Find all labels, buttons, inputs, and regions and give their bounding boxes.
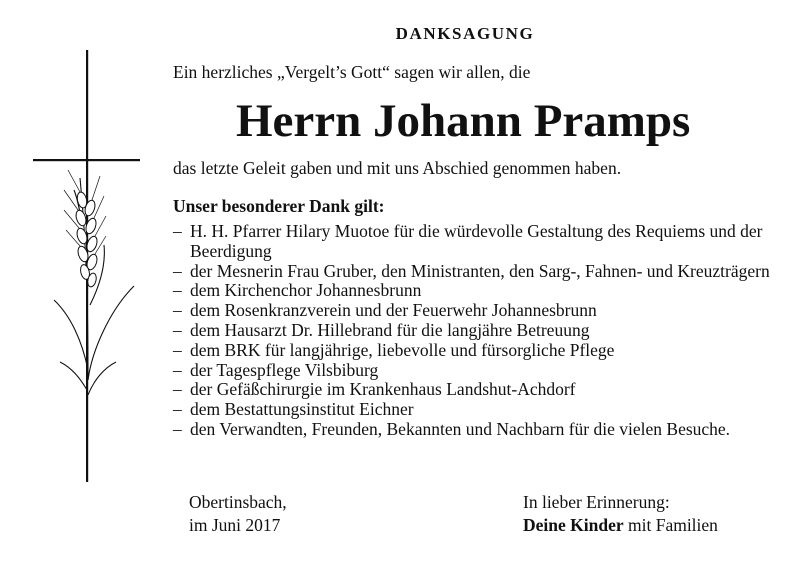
family-children: Deine Kinder [523, 515, 624, 535]
list-dash: – [173, 260, 182, 281]
list-item [173, 420, 773, 440]
thanks-heading: Unser besonderer Dank gilt: [173, 196, 385, 216]
list-dash: – [173, 339, 182, 360]
list-item-text: der Gefäßchirurgie im Krankenhaus Landshut-Achdorf [190, 379, 576, 400]
list-item-text: den Verwandten, Freunden, Bekannten und Nachbarn für die vielen Besuche. [190, 418, 731, 439]
list-item [173, 341, 773, 361]
list-item-text: dem Rosenkranzverein und der Feuerwehr Johannesbrunn [190, 300, 597, 321]
deceased-name: Herrn Johann Pramps [236, 95, 691, 147]
outro-text: das letzte Geleit gaben und mit uns Abschied genommen haben. [173, 158, 622, 178]
list-item-text: dem Bestattungsinstitut Eichner [190, 399, 414, 420]
list-item-text: der Mesnerin Frau Gruber, den Ministranten, den Sarg-, Fahnen- und Kreuzträgern [190, 260, 770, 281]
family-rest: mit Familien [623, 515, 718, 535]
cross-horizontal-beam [33, 159, 140, 161]
cross-with-wheat-icon [30, 50, 150, 490]
in-memory-line: In lieber Erinnerung: [523, 492, 670, 512]
list-item [173, 301, 773, 321]
list-dash: – [173, 359, 182, 380]
list-dash: – [173, 379, 182, 400]
list-item [173, 380, 773, 400]
list-item-text: dem Kirchenchor Johannesbrunn [190, 280, 422, 301]
list-item-text: dem BRK für langjährige, liebevolle und fürsorgliche Pflege [190, 339, 615, 360]
list-item [173, 400, 773, 420]
signature-place: Obertinsbach, [189, 492, 287, 512]
list-item [173, 281, 773, 301]
list-dash: – [173, 319, 182, 340]
list-item [173, 321, 773, 341]
list-item-text: H. H. Pfarrer Hilary Muotoe für die würdevolle Gestaltung des Requiems und der Beerdigung [190, 221, 763, 261]
list-item-text: der Tagespflege Vilsbiburg [190, 359, 379, 380]
intro-text: Ein herzliches „Vergelt’s Gott“ sagen wir allen, die [173, 62, 531, 82]
signature-family [523, 515, 718, 536]
list-item-text: dem Hausarzt Dr. Hillebrand für die langjähre Betreuung [190, 319, 590, 340]
list-dash: – [173, 280, 182, 301]
list-item [173, 262, 773, 282]
list-dash: – [173, 221, 182, 241]
list-dash: – [173, 418, 182, 439]
list-item [173, 361, 773, 381]
thanks-list [173, 222, 773, 440]
list-dash: – [173, 300, 182, 321]
list-item [173, 222, 773, 262]
list-dash: – [173, 399, 182, 420]
notice-heading: DANKSAGUNG [395, 24, 535, 43]
signature-date: im Juni 2017 [189, 515, 281, 535]
